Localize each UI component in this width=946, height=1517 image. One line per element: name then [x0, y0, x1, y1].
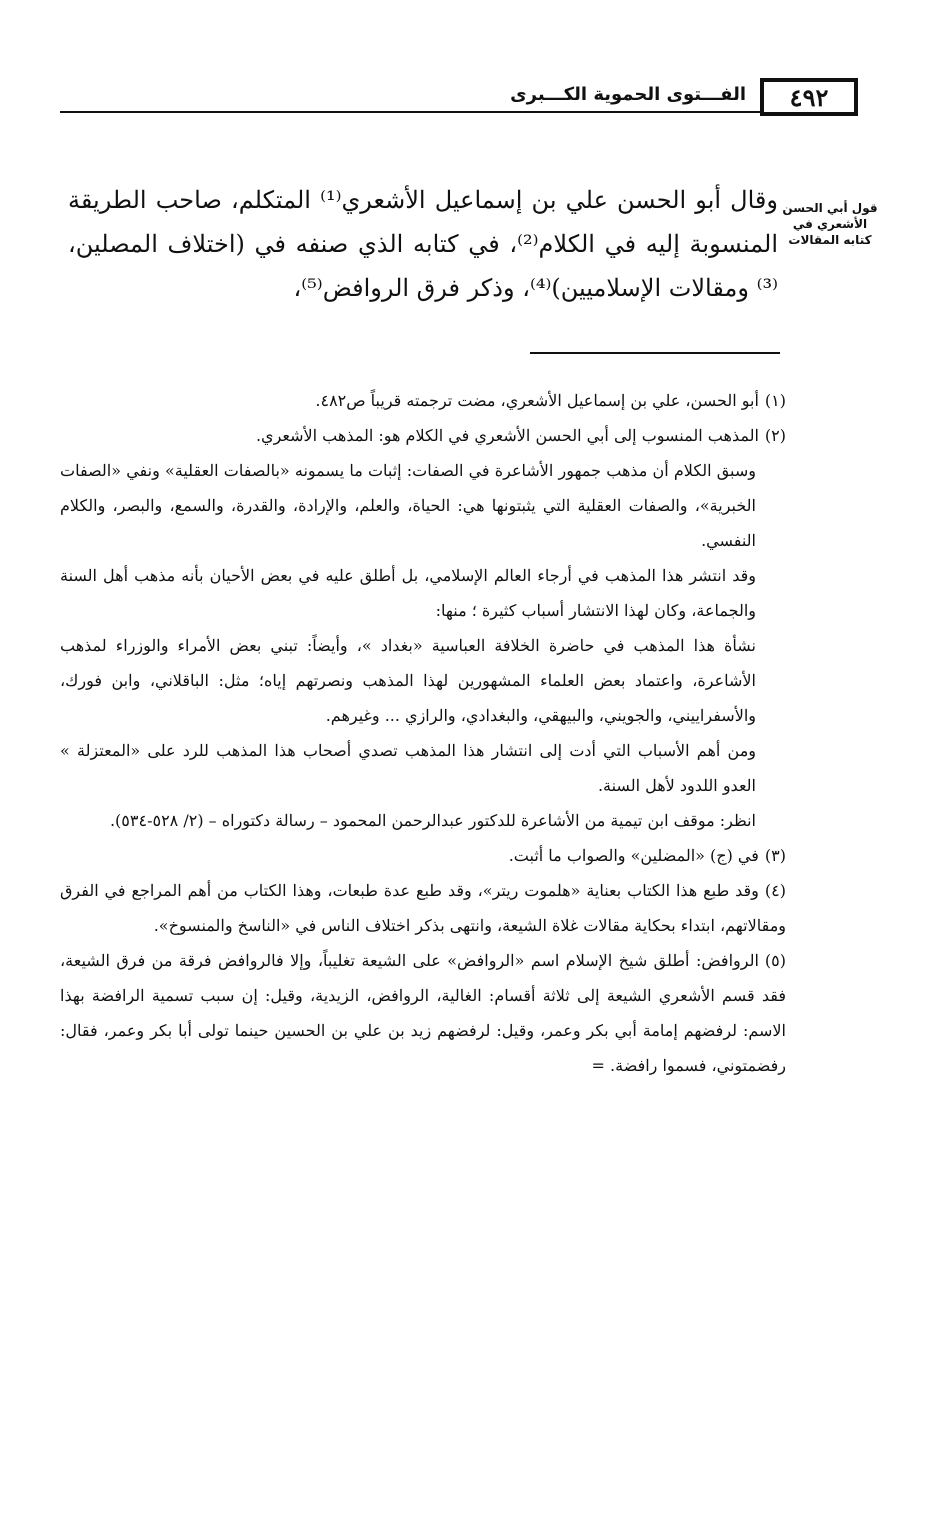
footnote-number: (٥) — [764, 951, 786, 970]
footnote-text: في (ج) «المضلين» والصواب ما أثبت. — [508, 846, 759, 865]
footnote-3 — [60, 838, 786, 873]
footnote-4 — [60, 873, 786, 943]
footnote-2-paragraph: انظر: موقف ابن تيمية من الأشاعرة للدكتور عبدالرحمن المحمود – رسالة دكتوراه – (٢/ ٥٢٨-٥٣٤). — [109, 811, 756, 830]
footnote-2-paragraph: وسبق الكلام أن مذهب جمهور الأشاعرة في الصفات: إثبات ما يسمونه «بالصفات العقلية» ونفي «الصفات الخبرية»، والصفات العقلية التي يثبتونها هي: الحياة، والعلم، والإرادة، والقدرة، والسمع، والبصر، والكلام النفسي. — [60, 461, 756, 550]
footnote-text: وقد طبع هذا الكتاب بعناية «هلموت ريتر»، وقد طبع عدة طبعات، وهذا الكتاب من أهم المراجع في الفرق ومقالاتهم، ابتداء بحكاية مقالات غلاة الشيعة، وانتهى بذكر اختلاف الناس في «الناسخ والمنسوخ». — [60, 881, 786, 935]
footnote-text: الروافض: أطلق شيخ الإسلام اسم «الروافض» على الشيعة تغليباً، وإلا فالروافض فرقة من فرق الشيعة، فقد قسم الأشعري الشيعة إلى ثلاثة أقسام: الغالية، الروافض، الزيدية، وقيل: إن سبب تسمية الرافضة بهذا الاسم: لرفضهم إمامة أبي بكر وعمر، وقيل: لرفضهم زيد بن علي بن الحسين حينما تولى أبا بكر وعمر، فقال: رفضمتوني، فسموا رافضة. = — [60, 951, 786, 1075]
page-number: ٤٩٢ — [760, 78, 858, 116]
footnote-text: المذهب المنسوب إلى أبي الحسن الأشعري في الكلام هو: المذهب الأشعري. — [255, 426, 759, 445]
footnote-2 — [60, 418, 786, 453]
footnote-2-paragraph: وقد انتشر هذا المذهب في أرجاء العالم الإسلامي، بل أطلق عليه في بعض الأحيان بأنه مذهب أهل السنة والجماعة، وكان لهذا الانتشار أسباب كثيرة ؛ منها: — [60, 566, 756, 620]
footnote-number: (٢) — [764, 426, 786, 445]
footnote-number: (٤) — [764, 881, 786, 900]
running-title: الفـــتوى الحموية الكـــبرى — [510, 84, 746, 105]
margin-note: قول أبي الحسن الأشعري في كتابه المقالات — [782, 201, 878, 248]
header-rule — [60, 111, 760, 113]
footnote-1 — [60, 383, 786, 418]
footnote-2-paragraph: نشأة هذا المذهب في حاضرة الخلافة العباسية «بغداد »، وأيضاً: تبني بعض الأمراء والوزراء لمذهب الأشاعرة، واعتماد بعض العلماء المشهورين لهذا المذهب ونصرتهم إياه؛ مثل: الباقلاني، وابن فورك، والأسفراييني، والجويني، والبيهقي، والبغدادي، والرازي ... وغيرهم. — [60, 636, 756, 725]
page-header — [60, 78, 858, 118]
main-paragraph: وقال أبو الحسن علي بن إسماعيل الأشعري⁽¹⁾ المتكلم، صاحب الطريقة المنسوبة إليه في الكلام⁽²⁾، في كتابه الذي صنفه في (اختلاف المصلين،⁽³⁾ ومقالات الإسلاميين)⁽⁴⁾، وذكر فرق الروافض⁽⁵⁾، — [68, 186, 778, 302]
footnote-5 — [60, 943, 786, 1083]
footnote-number: (١) — [764, 391, 786, 410]
footnote-separator — [530, 352, 780, 354]
footnote-number: (٣) — [764, 846, 786, 865]
footnotes — [60, 383, 786, 1083]
footnote-text: أبو الحسن، علي بن إسماعيل الأشعري، مضت ترجمته قريباً ص٤٨٢. — [315, 391, 759, 410]
footnote-2-paragraph: ومن أهم الأسباب التي أدت إلى انتشار هذا المذهب تصدي أصحاب هذا المذهب للرد على «المعتزلة » العدو اللدود لأهل السنة. — [60, 741, 756, 795]
